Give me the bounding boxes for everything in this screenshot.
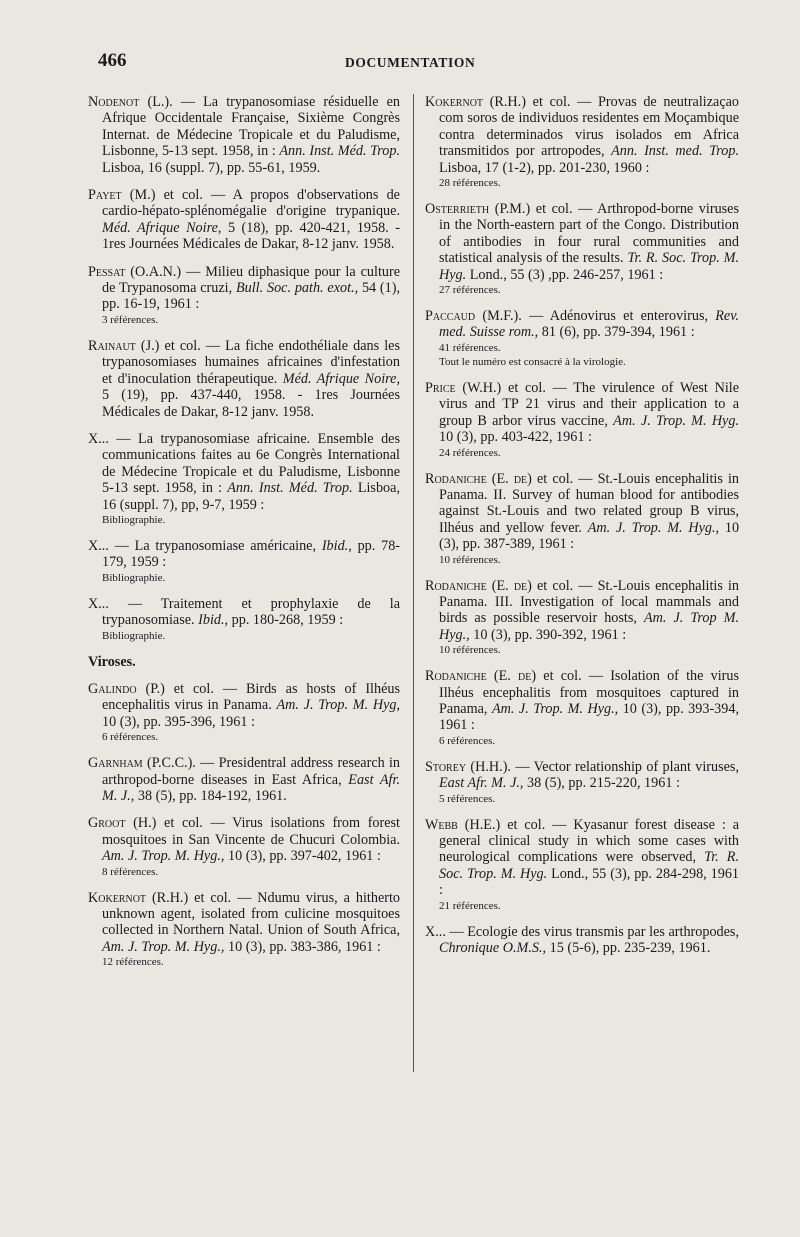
entry-note: 6 références. bbox=[102, 731, 159, 744]
bibliography-entry bbox=[88, 431, 400, 527]
entry-details: 5 (18), pp. 420-421, 1958. - 1res Journées Médicales de Dakar, 8-12 janv. 1958. bbox=[102, 219, 400, 253]
entry-journal: Ibid., bbox=[198, 612, 229, 629]
entry-note: 27 références. bbox=[439, 284, 501, 297]
section-title: Viroses. bbox=[88, 653, 136, 670]
entry-text: et col. — St.-Louis encephalitis in Panama. II. Survey of human blood for antibodies against St.-Louis and two related group B virus, Ilhéus and yellow fever. bbox=[439, 470, 739, 536]
entry-citation bbox=[425, 308, 739, 341]
bibliography-entry bbox=[88, 538, 400, 585]
entry-citation bbox=[425, 668, 739, 734]
entry-author: Garnham (P.C.C.). bbox=[88, 755, 196, 772]
entry-note: 3 références. bbox=[102, 313, 159, 326]
bibliography-entry bbox=[88, 187, 400, 253]
running-head: DOCUMENTATION bbox=[345, 55, 476, 70]
entry-citation bbox=[88, 755, 400, 804]
entry-journal: Am. J. Trop. M. Hyg., bbox=[102, 848, 225, 865]
bibliography-entry bbox=[425, 471, 739, 567]
entry-note: 21 références. bbox=[439, 899, 501, 912]
entry-details: 15 (5-6), pp. 235-239, 1961. bbox=[549, 940, 711, 957]
entry-note: Tout le numéro est consacré à la virologie. bbox=[439, 355, 626, 368]
entry-text: et col. — St.-Louis encephalitis in Panama. III. Investigation of local mammals and birds as possible reservoir hosts, bbox=[439, 577, 739, 627]
entry-text: — Presidentral address research in arthropod-borne diseases in East Africa, bbox=[102, 755, 401, 788]
entry-journal: Am. J. Trop. M. Hyg., bbox=[102, 938, 225, 955]
entry-journal: Bull. Soc. path. exot., bbox=[235, 280, 359, 297]
entry-text: — Adénovirus et enterovirus, bbox=[529, 308, 709, 325]
bibliography-entry bbox=[425, 817, 739, 913]
entry-note: 8 références. bbox=[102, 865, 159, 878]
entry-journal: Am. J. Trop. M. Hyg., bbox=[587, 519, 720, 536]
entry-note: 41 références. bbox=[439, 341, 501, 354]
entry-note: Bibliographie. bbox=[102, 571, 166, 584]
entry-journal: Méd. Afrique Noire, bbox=[102, 219, 222, 236]
entry-citation bbox=[88, 338, 400, 420]
entry-citation bbox=[88, 264, 400, 313]
entry-author: Price (W.H.) bbox=[425, 379, 502, 396]
entry-author: Rodaniche (E. de) bbox=[425, 668, 537, 685]
entry-text: — Vector relationship of plant viruses, bbox=[515, 758, 739, 775]
entry-citation bbox=[88, 431, 400, 513]
bibliography-entry bbox=[425, 578, 739, 658]
entry-author: Pessat (O.A.N.) bbox=[88, 263, 182, 280]
entry-author: Kokernot (R.H.) bbox=[425, 94, 526, 110]
entry-note: 6 références. bbox=[439, 734, 496, 747]
entry-text: — La trypanosomiase africaine. Ensemble des communications faites au 6e Congrès International de Médecine Tropicale et du Paludisme, Lisbonne 5-13 sept. 1958, in : bbox=[102, 430, 401, 497]
entry-author: X... bbox=[425, 923, 446, 940]
entry-text: et col. — The virulence of West Nile virus and TP 21 virus and their application to a group B arbor virus vaccine, bbox=[439, 379, 740, 429]
entry-note: 5 références. bbox=[439, 792, 496, 805]
entry-details: Lond., 55 (3) ,pp. 246-257, 1961 : bbox=[469, 266, 664, 283]
entry-journal: Méd. Afrique Noire, bbox=[282, 370, 400, 387]
entry-journal: East Afr. M. J., bbox=[439, 775, 524, 792]
entry-journal: Am. J. Trop. M. Hyg, bbox=[276, 697, 401, 714]
entry-author: Paccaud (M.F.). bbox=[425, 308, 522, 325]
right-entries-group bbox=[425, 94, 739, 956]
entry-details: Lisboa, 16 (suppl. 7), pp, 9-7, 1959 : bbox=[102, 480, 400, 513]
entry-details: 10 (3), pp. 395-396, 1961 : bbox=[102, 713, 255, 730]
entry-author: Rainaut (J.) bbox=[88, 337, 160, 354]
entry-journal: Ibid., bbox=[321, 537, 352, 554]
entry-author: Nodenot (L.). bbox=[88, 94, 173, 110]
bibliography-entry bbox=[88, 596, 400, 643]
entry-journal: Ann. Inst. Méd. Trop. bbox=[279, 143, 401, 160]
entry-citation bbox=[425, 471, 739, 553]
entry-note: 10 références. bbox=[439, 553, 501, 566]
entry-note: 28 références. bbox=[439, 177, 501, 190]
entry-note: 12 références. bbox=[102, 956, 164, 969]
entry-note: Bibliographie. bbox=[102, 629, 166, 642]
entry-text: et col. — Kyasanur forest disease : a general clinical study in which some cases with neurological complications were observed, bbox=[439, 816, 740, 866]
entry-citation bbox=[88, 815, 400, 864]
entry-citation bbox=[88, 538, 400, 571]
bibliography-entry bbox=[88, 338, 400, 420]
entry-journal: Ann. Inst. Méd. Trop. bbox=[227, 480, 353, 497]
column-divider bbox=[413, 94, 414, 1072]
entry-details: 10 (3), pp. 387-389, 1961 : bbox=[439, 519, 740, 553]
entry-note: 24 références. bbox=[439, 446, 501, 459]
bibliography-entry bbox=[425, 94, 739, 190]
entry-citation bbox=[425, 578, 739, 644]
entry-citation bbox=[425, 94, 739, 176]
entry-text: et col. — Ndumu virus, a hitherto unknown agent, isolated from culicine mosquitoes collected in Northern Natal. Union of South Africa, bbox=[102, 889, 400, 939]
entry-citation bbox=[425, 201, 739, 283]
bibliography-entry bbox=[88, 264, 400, 327]
bibliography-entry bbox=[425, 924, 739, 957]
right-column bbox=[425, 94, 739, 967]
bibliography-entry bbox=[425, 201, 739, 297]
bibliography-entry bbox=[425, 759, 739, 806]
entry-author: Payet (M.) bbox=[88, 187, 156, 204]
entry-details: 10 (3), pp. 403-422, 1961 : bbox=[439, 429, 592, 446]
entry-details: Lond., 55 (3), pp. 284-298, 1961 : bbox=[439, 865, 740, 899]
left-column bbox=[88, 94, 400, 980]
entry-author: Rodaniche (E. de) bbox=[425, 577, 532, 594]
entry-text: — Ecologie des virus transmis par les arthropodes, bbox=[449, 923, 740, 940]
entry-details: 54 (1), pp. 16-19, 1961 : bbox=[102, 280, 401, 313]
entry-text: et col. — La fiche endothéliale dans les trypanosomiases humaines africaines d'infestation et d'inoculation thérapeutique. bbox=[102, 337, 400, 387]
entry-author: Galindo (P.) bbox=[88, 680, 165, 697]
bibliography-entry bbox=[425, 308, 739, 369]
left-entries-group-1 bbox=[88, 94, 400, 643]
entry-details: 10 (3), pp. 393-394, 1961 : bbox=[439, 700, 740, 734]
entry-text: et col. — Arthropod-borne viruses in the North-eastern part of the Congo. Distribution of antibodies in four rural communities and statistical analysis of the results. bbox=[439, 201, 739, 267]
entry-text: — La trypanosomiase résiduelle en Afrique Occidentale Française, Sixième Congrès Internat. de Médecine Tropicale et du Paludisme, Lisbonne, 5-13 sept. 1958, in : bbox=[102, 94, 401, 160]
bibliography-entry bbox=[88, 94, 400, 176]
entry-text: et col. — Birds as hosts of Ilhéus encephalitis virus in Panama. bbox=[102, 680, 400, 714]
entry-details: 38 (5), pp. 215-220, 1961 : bbox=[527, 775, 680, 792]
entry-journal: East Afr. M. J., bbox=[102, 771, 400, 804]
entry-details: Lisboa, 16 (suppl. 7), pp. 55-61, 1959. bbox=[102, 159, 321, 176]
left-entries-group-2 bbox=[88, 681, 400, 969]
entry-journal: Rev. med. Suisse rom., bbox=[439, 308, 740, 341]
entry-author: Kokernot (R.H.) bbox=[88, 889, 189, 906]
entry-details: 81 (6), pp. 379-394, 1961 : bbox=[541, 324, 695, 341]
entry-details: 10 (3), pp. 390-392, 1961 : bbox=[473, 626, 627, 643]
entry-text: — Milieu diphasique pour la culture de Trypanosoma cruzi, bbox=[102, 263, 401, 297]
entry-citation bbox=[425, 380, 739, 446]
entry-details: 10 (3), pp. 397-402, 1961 : bbox=[227, 848, 381, 865]
entry-details: 5 (19), pp. 437-440, 1958. - 1res Journées Médicales de Dakar, 8-12 janv. 1958. bbox=[102, 387, 400, 420]
entry-citation bbox=[88, 681, 400, 730]
entry-author: Webb (H.E.) bbox=[425, 816, 501, 833]
entry-journal: Ann. Inst. med. Trop. bbox=[611, 143, 739, 160]
entry-author: Groot (H.) bbox=[88, 815, 157, 832]
entry-journal: Am. J. Trop. M. Hyg. bbox=[613, 412, 739, 429]
bibliography-entry bbox=[88, 815, 400, 878]
entry-details: 38 (5), pp. 184-192, 1961. bbox=[137, 788, 287, 804]
bibliography-entry bbox=[425, 668, 739, 748]
entry-text: et col. — Virus isolations from forest mosquitoes in San Vincente de Chucuri Colombia. bbox=[102, 815, 401, 848]
entry-citation bbox=[425, 924, 739, 957]
entry-journal: Am. J. Trop. M. Hyg., bbox=[491, 700, 619, 717]
entry-author: Rodaniche (E. de) bbox=[425, 470, 532, 487]
entry-author: X... bbox=[88, 430, 109, 447]
entry-author: X... bbox=[88, 595, 109, 612]
entry-note: Bibliographie. bbox=[102, 513, 166, 526]
entry-text: et col. — Provas de neutralizaçao com soros de individuos residentes em Moçambique contra determinados virus isolados em Africa transmitidos por artropodes, bbox=[439, 94, 740, 160]
entry-text: — Traitement et prophylaxie de la trypanosomiase. bbox=[102, 595, 400, 629]
entry-text: et col. — A propos d'observations de cardio-hépato-splénomégalie d'origine trypanique. bbox=[102, 187, 400, 220]
entry-citation bbox=[88, 890, 400, 956]
bibliography-entry bbox=[88, 681, 400, 744]
bibliography-entry bbox=[88, 890, 400, 970]
entry-text: — La trypanosomiase américaine, bbox=[114, 537, 317, 554]
entry-citation bbox=[425, 759, 739, 792]
entry-note: 10 références. bbox=[439, 644, 501, 657]
entry-author: X... bbox=[88, 537, 109, 554]
entry-details: pp. 180-268, 1959 : bbox=[231, 612, 344, 629]
entry-text: et col. — Isolation of the virus Ilhéus encephalitis from mosquitoes captured in Panama, bbox=[439, 668, 739, 717]
bibliography-entry bbox=[425, 380, 739, 460]
entry-citation bbox=[425, 817, 739, 899]
entry-journal: Chronique O.M.S., bbox=[439, 940, 547, 957]
entry-citation bbox=[88, 596, 400, 629]
entry-author: Osterrieth (P.M.) bbox=[425, 201, 531, 218]
entry-author: Storey (H.H.). bbox=[425, 758, 511, 775]
entry-details: Lisboa, 17 (1-2), pp. 201-230, 1960 : bbox=[439, 159, 650, 176]
entry-citation bbox=[88, 94, 400, 176]
page-number: 466 bbox=[98, 50, 127, 71]
entry-journal: Am. J. Trop M. Hyg., bbox=[439, 610, 739, 643]
entry-journal: Tr. R. Soc. Trop. M. Hyg. bbox=[439, 250, 740, 283]
entry-citation bbox=[88, 187, 400, 253]
bibliography-entry bbox=[88, 755, 400, 804]
entry-details: 10 (3), pp. 383-386, 1961 : bbox=[227, 938, 381, 955]
entry-details: pp. 78-179, 1959 : bbox=[102, 537, 401, 571]
entry-journal: Tr. R. Soc. Trop. M. Hyg. bbox=[439, 849, 740, 882]
